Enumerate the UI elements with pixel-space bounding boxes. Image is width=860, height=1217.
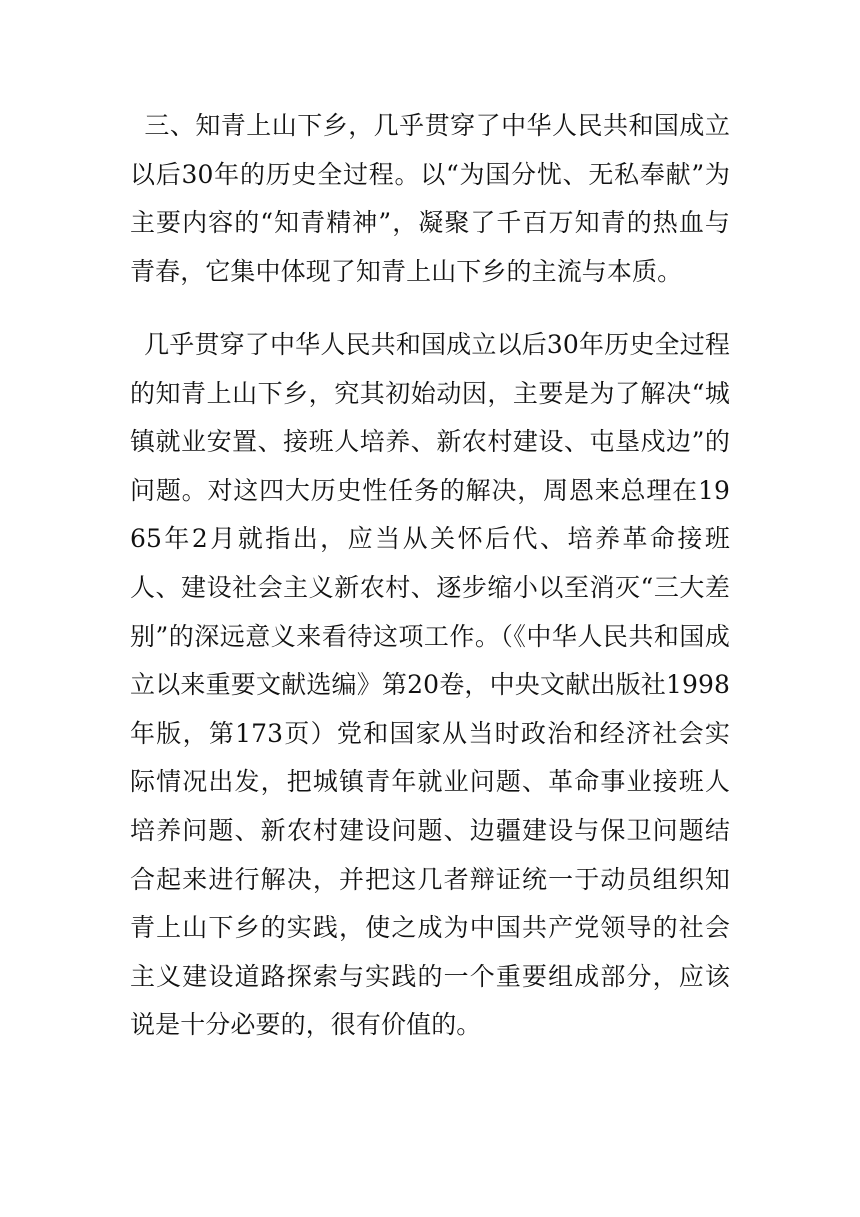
paragraph-2 — [130, 321, 730, 1050]
paragraph-2-text: 几乎贯穿了中华人民共和国成立以后30年历史全过程的知青上山下乡，究其初始动因，主要是为了解决“城镇就业安置、接班人培养、新农村建设、屯垦戍边”的问题。对这四大历史性任务的解决，周恩来总理在1965年2月就指出，应当从关怀后代、培养革命接班人、建设社会主义新农村、逐步缩小以至消灭“三大差别”的深远意义来看待这项工作。（《中华人民共和国成立以来重要文献选编》第20卷，中央文献出版社1998年版，第173页）党和国家从当时政治和经济社会实际情况出发，把城镇青年就业问题、革命事业接班人培养问题、新农村建设问题、边疆建设与保卫问题结合起来进行解决，并把这几者辩证统一于动员组织知青上山下乡的实践，使之成为中国共产党领导的社会主义建设道路探索与实践的一个重要组成部分，应该说是十分必要的，很有价值的。 — [130, 330, 730, 1040]
paragraph-1-text: 三、知青上山下乡，几乎贯穿了中华人民共和国成立以后30年的历史全过程。以“为国分忧、无私奉献”为主要内容的“知青精神”，凝聚了千百万知青的热血与青春，它集中体现了知青上山下乡的主流与本质。 — [130, 111, 730, 286]
paragraph-1 — [130, 102, 730, 296]
